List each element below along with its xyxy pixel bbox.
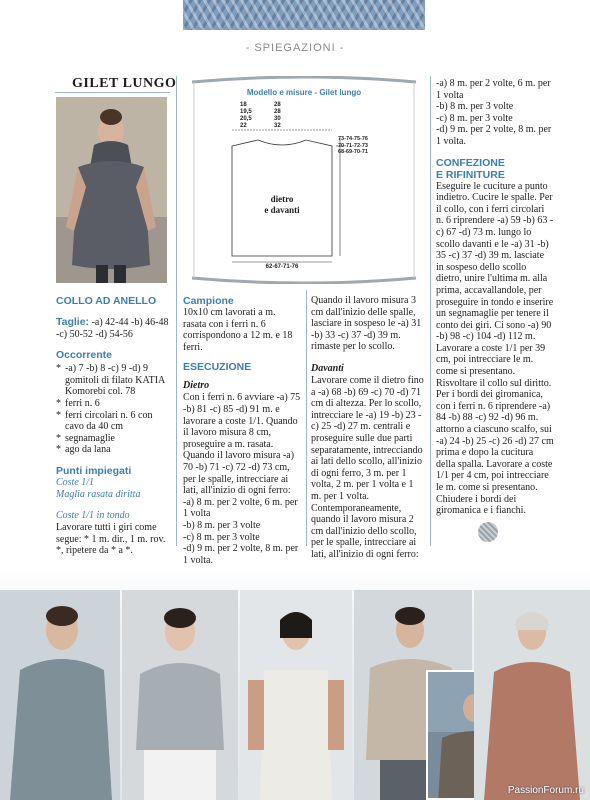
schema-label: 18 [240,102,247,108]
list-item: * segnamaglie [56,432,115,444]
schema-center-line: e davanti [264,205,300,215]
schema-right-labels [338,136,368,156]
watermark: PassionForum.ru [507,785,584,796]
spalle-item: -d) 9 m. per 2 volte, 8 m. per 1 volta. [436,124,552,147]
gilet-title: GILET LUNGO [72,76,177,91]
taglie-label: Taglie: [56,316,90,328]
schema-label: 32 [274,123,281,129]
model-photo [122,590,238,800]
model-photo [56,97,167,283]
schema-label: 20,5 [240,116,252,122]
schema-center-label [242,194,322,216]
schema-col-b [274,102,281,130]
coste-text: Lavorare tutti i giri come segue: * 1 m. dir., 1 m. rov. *, ripetere da * a *. [56,521,166,557]
occorrente-title: Occorrente [56,349,113,362]
dietro-item: -c) 8 m. per 3 volte [183,531,260,543]
contemp-text: Contemporaneamente, quando il lavoro misura 2 cm dall'inizio dello scollo, per le spalle, intrecciare ai lati, all'inizio di ogni ferro: [311,502,419,560]
knit-swatch-banner [183,0,425,30]
confezione-title: E RIFINITURE [436,168,505,181]
dietro-title: Dietro [183,380,210,392]
list-item: * -a) 7 -b) 8 -c) 9 -d) 9 gomitoli di filato KATIA Komorebi col. 78 [56,363,165,398]
coste-title: Coste 1/1 in tondo [56,509,130,521]
column-1 [56,295,170,557]
schema-title: Modello e misure - Gilet lungo [246,88,362,97]
taglie [56,316,170,340]
punti-item: Maglia rasata diritta [56,488,141,500]
schema-label: 22 [240,123,247,129]
spalle-item: -b) 8 m. per 3 volte [436,101,514,113]
davanti-text: Lavorare come il dietro fino a -a) 68 -b) 69 -c) 70 -d) 71 cm di altezza. Per lo scollo, intrecciare le -a) 19 -b) 23 -c) 25 -d) 27 m. centrali e proseguire sulle due parti separatamente, intrecciando ai lati dello scollo, all'inizio di ogni ferro, 3 m. per 1 volta, 2 m. per 1 volta e 1 m. per 1 volta. [311,374,424,502]
list-item: * ago da lana [56,444,111,456]
model-photo [0,590,120,800]
confezione-title: CONFEZIONE [436,156,505,169]
schema-diagram [182,76,426,284]
column-4 [436,78,554,517]
campione-title: Campione [183,295,234,307]
occorrente-list [56,363,170,456]
schema-label: 28 [274,102,281,108]
davanti-title: Davanti [311,362,344,374]
dietro-text: Con i ferri n. 6 avviare -a) 75 -b) 81 -c) 85 -d) 91 m. e lavorare a coste 1/1. Quando il lavoro misura 8 cm, proseguire a m. rasata. Quando il lavoro misura -a) 70 -b) 71 -c) 72 -d) 73 cm, per le spalle, intrecciare ai lati, all'inizio di ogni ferro: [183,392,301,497]
dietro-item: -d) 9 m. per 2 volte, 8 m. per 1 volta. [183,543,299,566]
esecuzione-title: ESECUZIONE [183,361,252,374]
schema-center-line: dietro [270,194,294,204]
list-item: * ferri n. 6 [56,397,100,409]
spalle-item: -a) 8 m. per 2 volte, 6 m. per 1 volta [436,78,551,101]
campione-text: 10x10 cm lavorati a m. rasata con i ferri n. 6 corrispondono a 12 m. e 18 ferri. [183,307,293,353]
punti-item: Coste 1/1 [56,476,95,488]
list-item: * ferri circolari n. 6 con cavo da 40 cm [56,409,153,433]
schema-label: 19,5 [240,109,252,115]
model-photo [474,590,590,800]
schema-label: 30 [274,116,281,122]
column-divider [176,76,177,546]
title-rule [55,92,170,93]
spalle-text: Quando il lavoro misura 3 cm dall'inizio delle spalle, lasciare in sospeso le -a) 31 -b) 33 -c) 37 -d) 39 m. rimaste per lo scollo. [311,295,422,353]
schema-label: 28 [274,109,281,115]
schema-label: 70-71-72-73 [338,142,368,149]
confezione-text: Eseguire le cuciture a punto indietro. Cucire le spalle. Per il collo, con i ferri circolari n. 6 riprendere -a) 59 -b) 63 -c) 67 -d) 73 m. lungo lo scollo davanti e le -a) 31 -b) 35 -c) 37 -d) 39 m. lasciate in sospeso dello scollo dietro, unire l'ultima m. alla prima, accavallandole, per proseguire in tondo e inserire un segnamaglie per tenere il conto dei giri. Ci sono -a) 90 -b) 98 -c) 104 -d) 112 m. Lavorare a coste 1/1 per 39 cm, poi intrecciare le m. come si presentano. Risvoltare il collo sul diritto. [436,180,554,389]
collo-title: COLLO AD ANELLO [56,295,157,307]
dietro-item: -a) 8 m. per 2 volte, 6 m. per 1 volta [183,496,298,520]
column-divider [430,76,431,546]
column-3 [311,295,426,560]
schema-frame [182,76,426,284]
dietro-item: -b) 8 m. per 3 volte [183,519,261,531]
punti-title: Punti impiegati [56,464,132,477]
column-2 [183,295,301,566]
model-photo-illustration [56,97,167,283]
schema-bottom-label: 62-67-71-76 [265,264,299,270]
column-divider [306,290,307,546]
schema-col-a [240,102,252,130]
schema-label: 68-69-70-71 [338,149,368,155]
spalle-item: -c) 8 m. per 3 volte [436,112,513,124]
section-header: - SPIEGAZIONI - [245,42,345,54]
bordi-text: Per i bordi dei giromanica, con i ferri n. 6 riprendere -a) 84 -b) 88 -c) 92 -d) 96 m. attorno a ciascuno scalfo, sui -a) 24 -b) 25 -c) 26 -d) 27 cm prima e dopo la cucitura della spalla. Lavorare a coste 1/1 per 4 cm, poi intrecciare le m. come si presentano. Chiudere i bordi dei giromanica e i fianchi. [436,389,554,517]
schema-label: 73-74-75-76 [338,136,368,142]
model-photo [240,590,352,800]
yarn-ball-icon [478,522,498,542]
taglie-text: -a) 42-44 -b) 46-48 -c) 50-52 -d) 54-56 [56,317,169,340]
models-photo-strip [0,570,590,800]
